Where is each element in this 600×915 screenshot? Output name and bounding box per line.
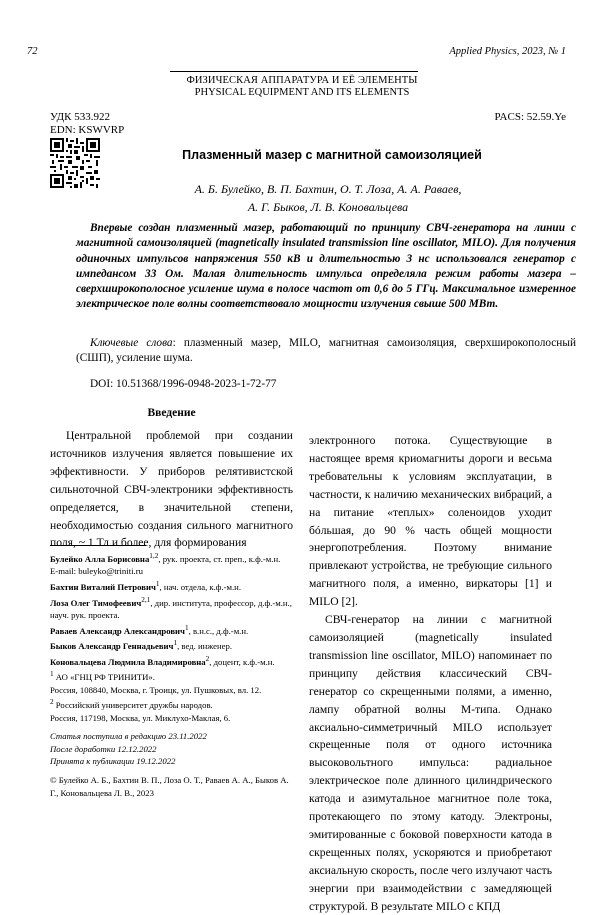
section-title-ru: ФИЗИЧЕСКАЯ АППАРАТУРА И ЕЁ ЭЛЕМЕНТЫ	[186, 75, 418, 86]
article-title: Плазменный мазер с магнитной самоизоляцией	[182, 148, 482, 162]
keywords	[76, 336, 576, 367]
abstract: Впервые создан плазменный мазер, работающий по принципу СВЧ-генератора на линии с магнитной самоизоляцией (magnetically insulated transmission line oscillator, MILO). Для получения одиночных импульсов напряжения 550 кВ и длительностью 3 нс использовался генератор с импедансом 33 Ом. Малая длительность импульса определяла режим работы мазера – сверхширокополосное усиление шума в полосе частот от 0,6 до 5 ГГц. Максимальное измеренное электрическое поле волны соответствовало мощности излучения свыше 500 МВт.	[76, 222, 576, 311]
author-footnote	[50, 550, 294, 799]
author-6-info: Коновальцева Людмила Владимировна$^2$, доцент, к.ф.-м.н.	[50, 654, 275, 667]
footnote-rule	[50, 545, 146, 546]
keywords-label: Ключевые слова	[90, 337, 173, 349]
affiliation-1-address: Россия, 108840, Москва, г. Троицк, ул. Пушковых, вл. 12.	[50, 684, 262, 695]
keywords-text: : плазменный мазер, MILO, магнитная самоизоляция, сверхширокополосный (СШП), усиление шума.	[76, 337, 576, 365]
udk-code: УДК 533.922	[50, 111, 111, 123]
right-column	[309, 432, 552, 915]
intro-heading: Введение	[147, 407, 196, 419]
right-column-paragraph-2: СВЧ-генератор на линии с магнитной самоизоляцией (magnetically insulated transmission line oscillator, MILO) напоминает по принципу действия классический СВЧ-генератор со скрещенными полями, а именно, лампу обратной волны М-типа. Однако аксиально-симметричный MILO использует скрещенные поля от одного источника высоковольтного импульса: радиальное электрическое поле длинного цилиндрического катода и азимутальное магнитное поле тока, протекающего по этому катоду. Электроны, эмитированные с боковой поверхности катода в скрещенных полях, ускоряются и приобретают аксиальную скорость, после чего излучают часть энергии при взаимодействии с замедляющей структурой. В результате MILO с КПД	[309, 613, 552, 913]
page-number: 72	[27, 46, 38, 57]
author-3-info: Лоза Олег Тимофеевич$^{2,1}$, дир. института, профессор, д.ф.-м.н., науч. рук. проекта.	[50, 595, 292, 621]
left-column-paragraph: Центральной проблемой при создании источников излучения является повышение их эффективности. У приборов релятивистской сильноточной СВЧ-электроники эффективность определяется, в значительной степени, необходимостью создания сильного магнитного поля, ~ 1 Тл и более, для формирования	[50, 429, 293, 550]
revised-date: После доработки 12.12.2022	[50, 743, 157, 754]
author-4-info: Раваев Александр Александрович$^1$, в.н.с., д.ф.-м.н.	[50, 623, 249, 636]
affiliation-1: $^1$ АО «ГНЦ РФ ТРИНИТИ».	[50, 670, 155, 682]
section-title-en: PHYSICAL EQUIPMENT AND ITS ELEMENTS	[194, 87, 410, 98]
author-2-info: Бахтин Виталий Петрович$^1$, нач. отдела, к.ф.-м.н.	[50, 580, 241, 592]
affiliation-2-address: Россия, 117198, Москва, ул. Миклухо-Маклая, 6.	[50, 712, 231, 723]
left-column	[50, 427, 293, 552]
journal-name: Applied Physics, 2023, № 1	[449, 46, 566, 57]
pacs-code: PACS: 52.59.Ye	[494, 111, 566, 123]
header-rule	[170, 71, 418, 72]
right-column-paragraph-1: электронного потока. Существующие в настоящее время криомагниты дороги и весьма требовательны к условиям эксплуатации, в частности, к наличию механических вибраций, а на питание «теплых» соленоидов уходит бóльшая, до 90 % часть общей мощности энергопотребления. Поэтому внимание привлекают устройства, не требующие сильного магнитного поля, а именно, виркаторы [1] и MILO [2].	[309, 434, 552, 609]
edn-code: EDN: KSWVRP	[50, 124, 125, 136]
author-list	[0, 180, 600, 216]
copyright-notice: © Булейко А. Б., Бахтин В. П., Лоза О. Т., Раваев А. А., Быков А. Г., Коновальцева Л. В., 2023	[50, 775, 289, 798]
author-5-info: Быков Александр Геннадьевич$^1$, вед. инженер.	[50, 639, 233, 652]
authors-line-1: А. Б. Булейко, В. П. Бахтин, О. Т. Лоза, А. А. Раваев,	[194, 182, 462, 196]
authors-line-2: А. Г. Быков, Л. В. Коновальцева	[247, 200, 409, 214]
accepted-date: Принята к публикации 19.12.2022	[50, 756, 176, 767]
author-1-info: Булейко Алла Борисовна$^{1,2}$, рук. проекта, ст. преп., к.ф.-м.н.	[50, 552, 281, 564]
author-email: E-mail: buleyko@triniti.ru	[50, 566, 143, 577]
affiliation-2: $^2$ Российский университет дружбы народов.	[50, 698, 213, 711]
doi: DOI: 10.51368/1996-0948-2023-1-72-77	[90, 378, 277, 390]
received-date: Статья поступила в редакцию 23.11.2022	[50, 731, 207, 742]
